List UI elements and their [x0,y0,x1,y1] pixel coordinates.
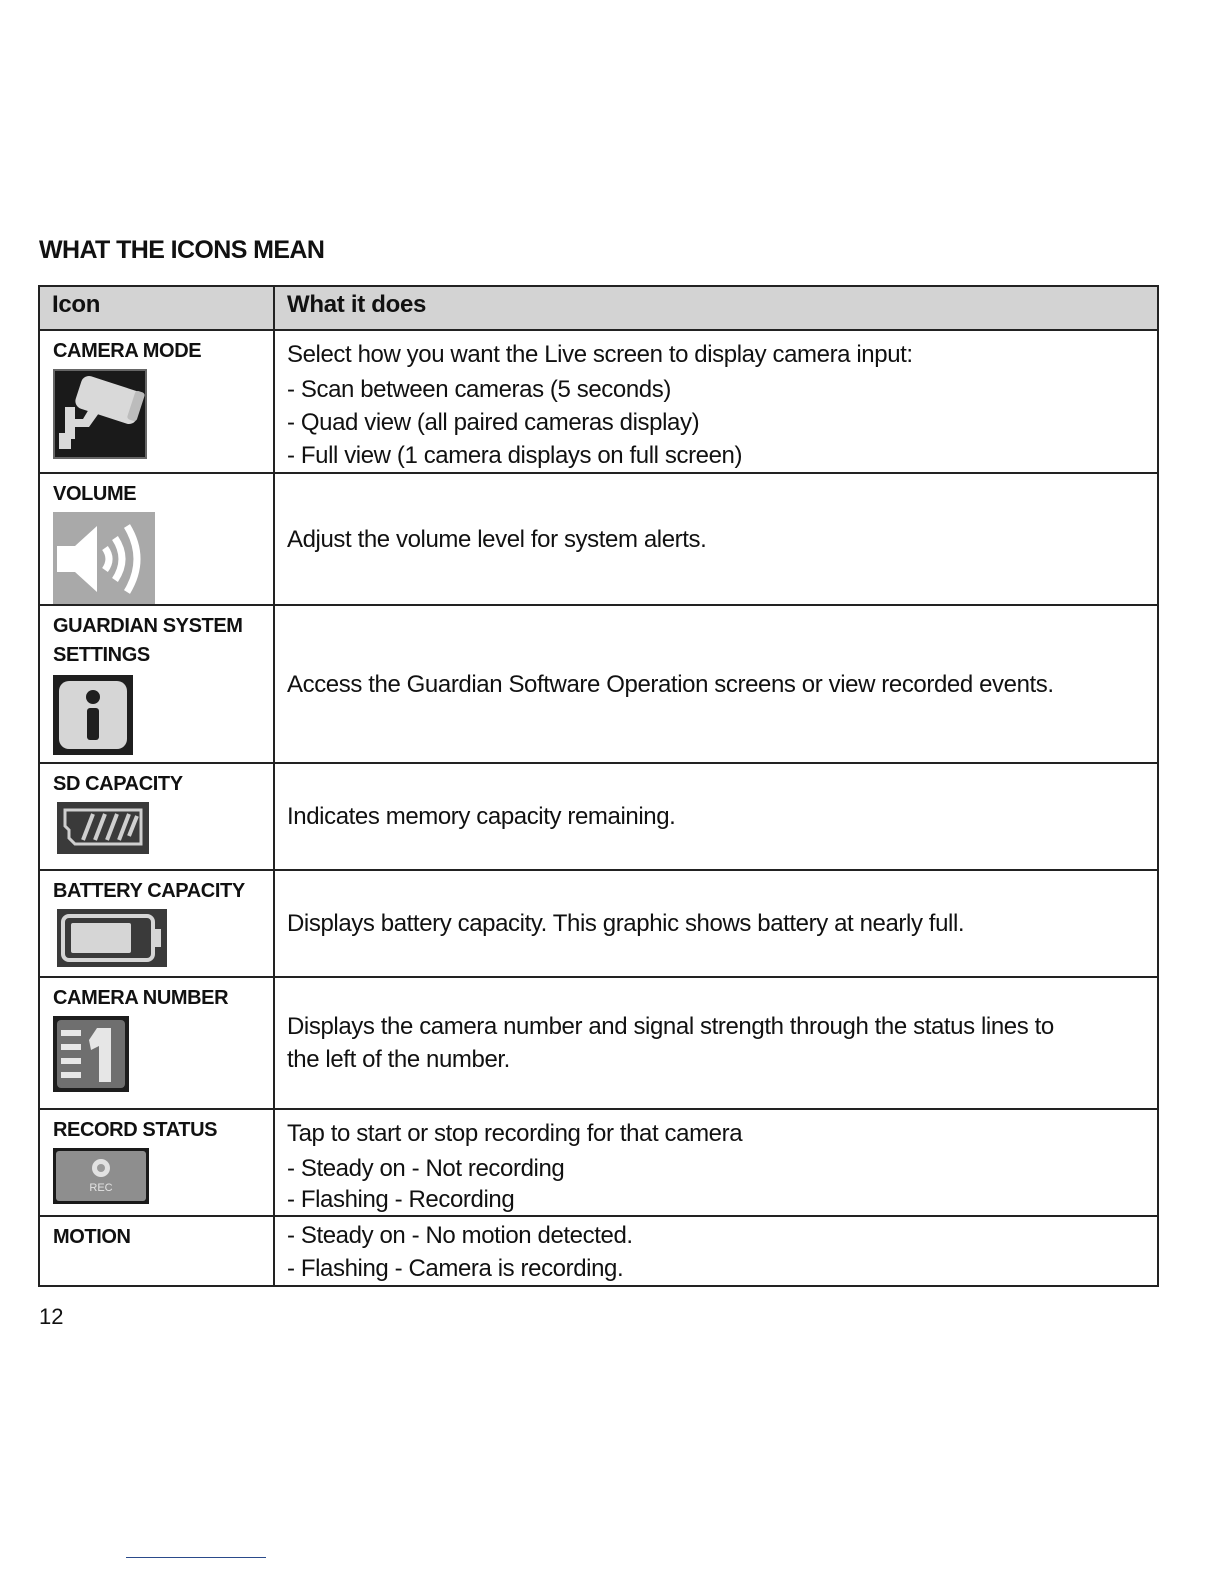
battery-icon [57,909,167,967]
camera-number-icon [53,1016,129,1092]
row-name: CAMERA MODE [53,340,202,362]
table-row [39,1109,1158,1216]
table-row [39,870,1158,977]
row-description: - Scan between cameras (5 seconds) [287,376,671,403]
table-header-row [39,286,1158,330]
row-description: Displays the camera number and signal strength through the status lines to [287,1013,1054,1040]
table-row [39,977,1158,1109]
header-description: What it does [274,286,1158,330]
row-name: BATTERY CAPACITY [53,880,245,902]
table-row [39,330,1158,473]
row-name: CAMERA NUMBER [53,987,229,1009]
footer-rule [126,1557,266,1558]
row-description: - Full view (1 camera displays on full screen) [287,442,743,469]
info-icon [53,675,133,755]
row-name: VOLUME [53,483,137,505]
record-icon [53,1148,149,1204]
sd-card-icon [57,802,149,854]
table-row [39,763,1158,870]
row-description: - Steady on - Not recording [287,1155,565,1182]
row-description: Indicates memory capacity remaining. [287,803,676,830]
volume-icon [53,512,155,604]
row-name: GUARDIAN SYSTEM SETTINGS [53,615,243,666]
table-row [39,473,1158,605]
record-icon-label: REC [89,1182,113,1194]
page-number: 12 [39,1304,64,1329]
row-description: Tap to start or stop recording for that camera [287,1120,743,1147]
row-description: Adjust the volume level for system alerts. [287,525,707,553]
row-description: Select how you want the Live screen to display camera input: [287,341,913,368]
row-description: - Quad view (all paired cameras display) [287,409,700,436]
icons-table [38,285,1159,1287]
table-row [39,605,1158,763]
table-row [39,1216,1158,1286]
row-name: RECORD STATUS [53,1119,218,1141]
row-description: - Steady on - No motion detected. [287,1222,633,1249]
row-description: - Flashing - Camera is recording. [287,1255,624,1282]
row-description: Access the Guardian Software Operation screens or view recorded events. [287,670,1054,698]
camera-icon [53,369,147,459]
header-icon: Icon [39,286,274,330]
row-description: the left of the number. [287,1046,510,1073]
row-description: Displays battery capacity. This graphic shows battery at nearly full. [287,910,965,937]
page-title: WHAT THE ICONS MEAN [39,236,325,264]
row-name: SD CAPACITY [53,773,183,795]
row-name: MOTION [53,1226,131,1248]
row-description: - Flashing - Recording [287,1186,515,1213]
